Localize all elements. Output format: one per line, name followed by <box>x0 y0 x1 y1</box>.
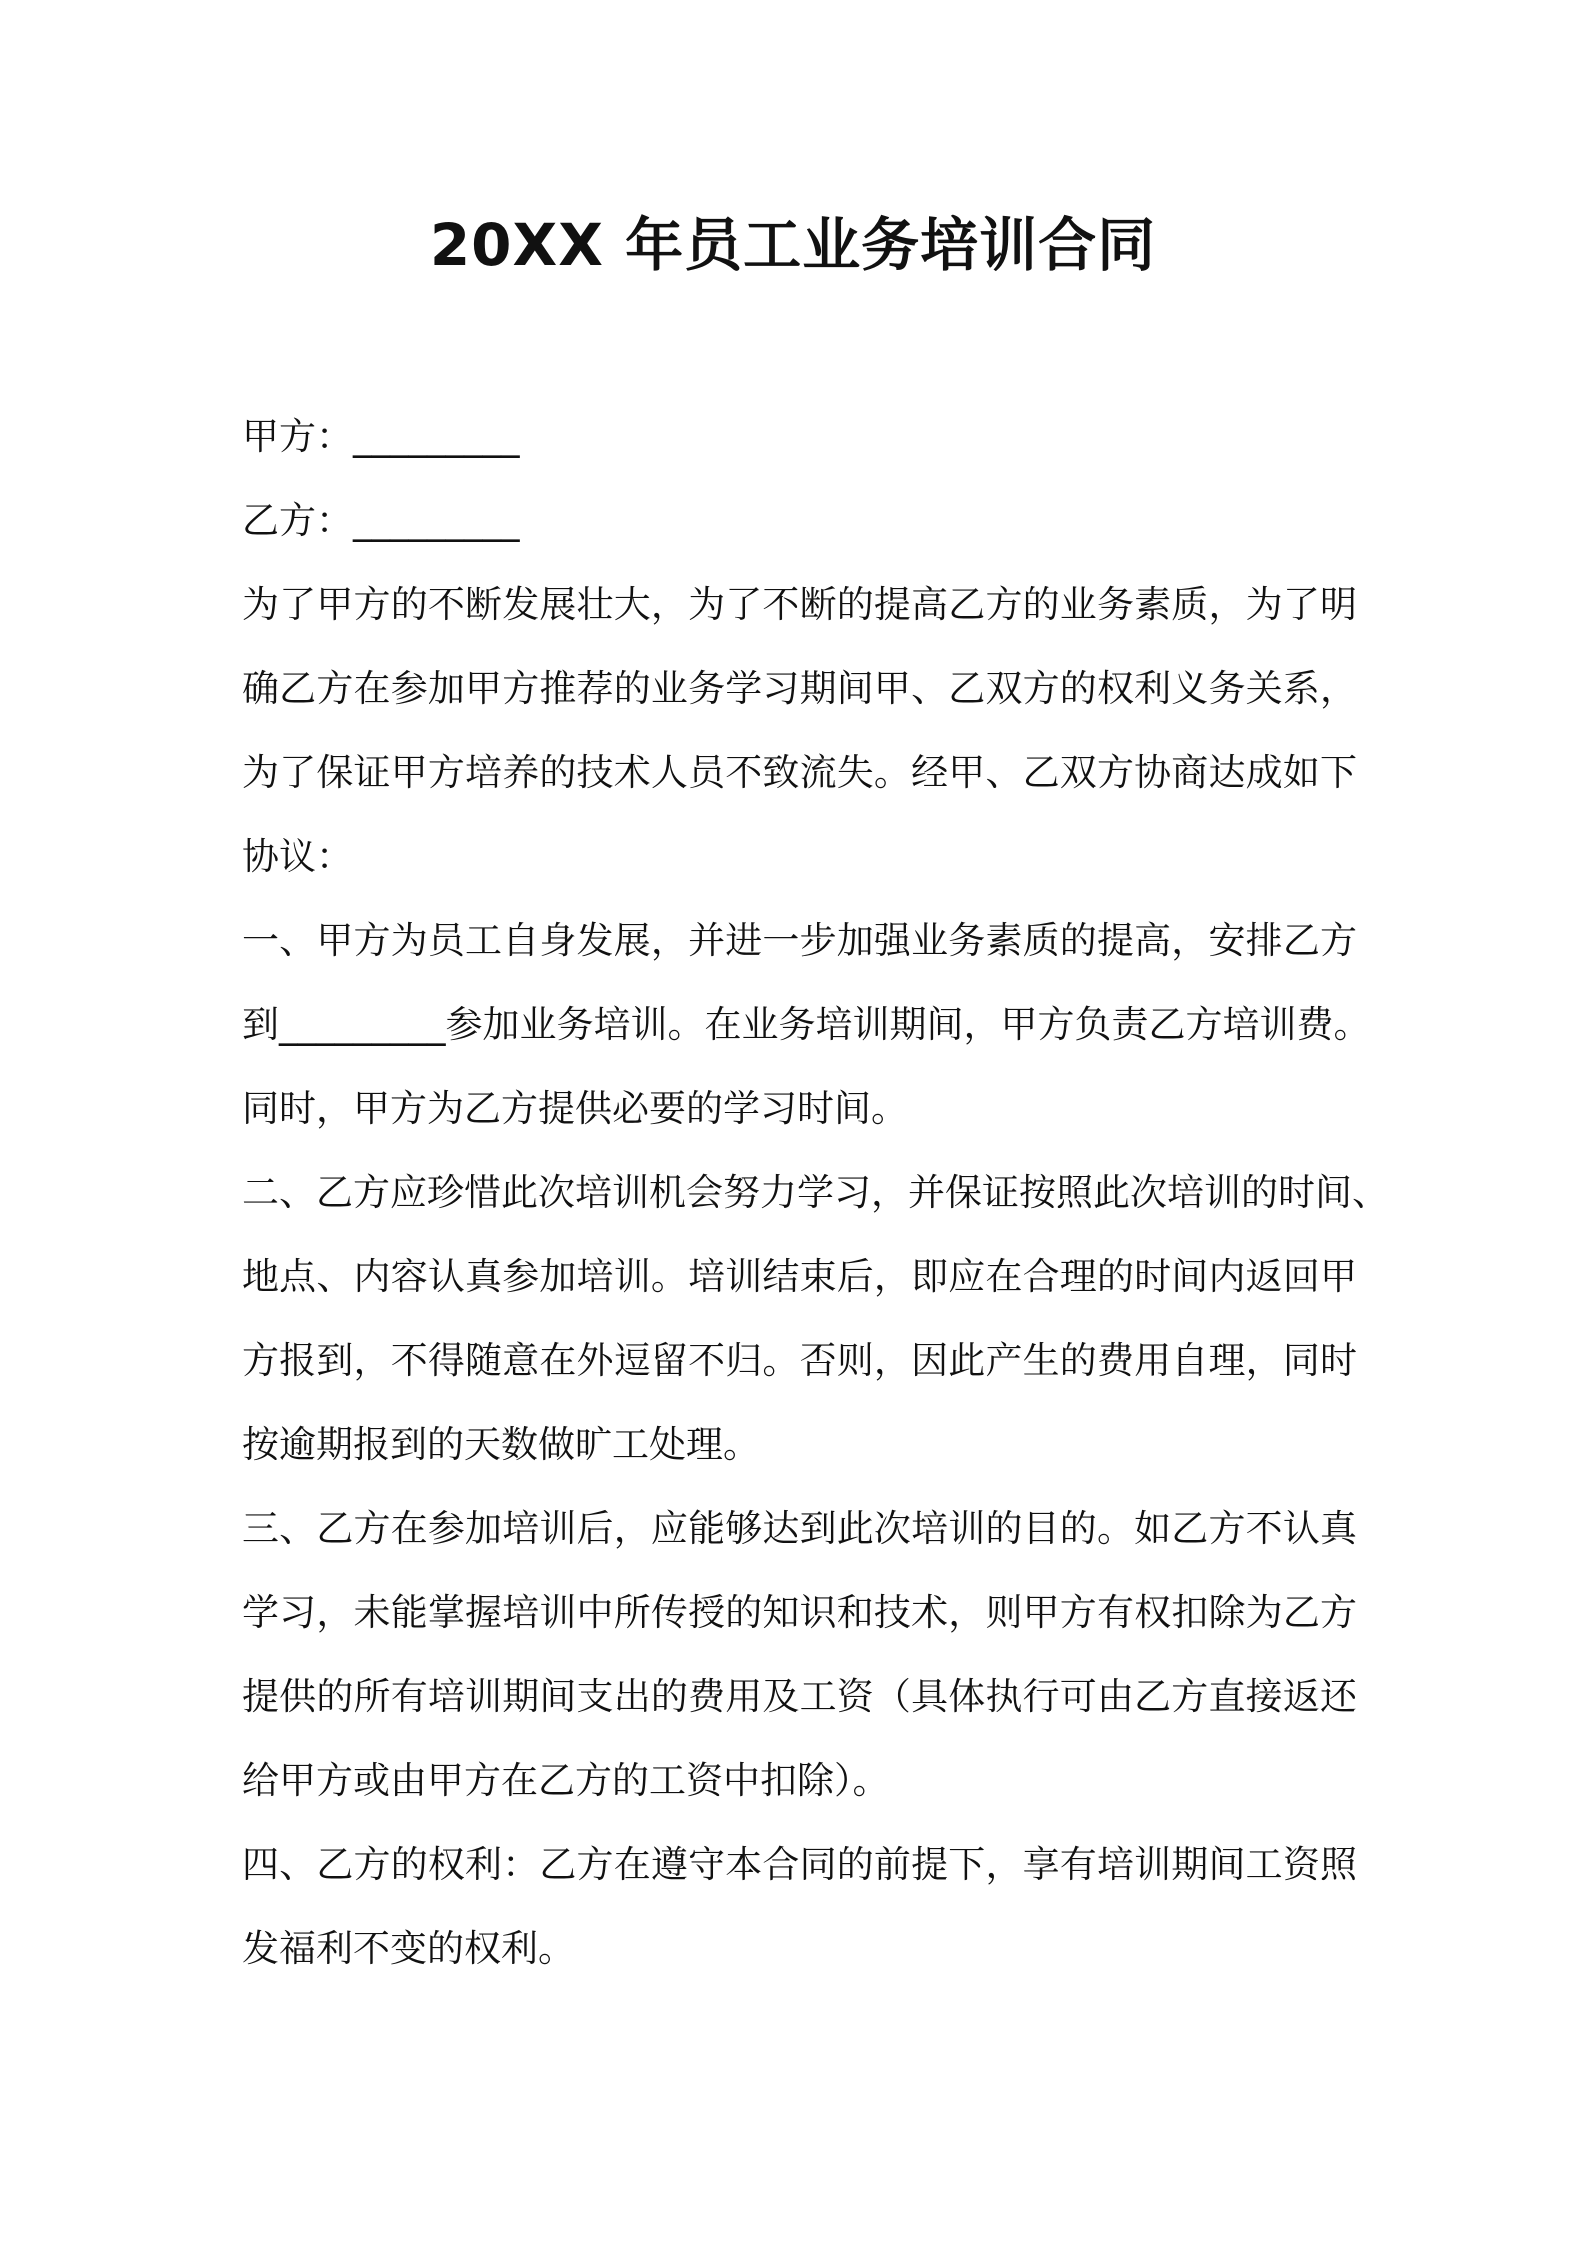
clause-3-line: 学习，未能掌握培训中所传授的知识和技术，则甲方有权扣除为乙方 <box>242 1591 1357 1634</box>
party-b-line: 乙方：_________ <box>242 499 520 542</box>
preamble-line: 协议： <box>242 835 353 878</box>
clause-3-line: 给甲方或由甲方在乙方的工资中扣除）。 <box>242 1759 890 1802</box>
preamble-line: 为了保证甲方培养的技术人员不致流失。经甲、乙双方协商达成如下 <box>242 751 1357 794</box>
clause-4-line: 四、乙方的权利：乙方在遵守本合同的前提下，享有培训期间工资照 <box>242 1843 1357 1886</box>
document-title: 20XX 年员工业务培训合同 <box>429 211 1157 279</box>
clause-3-line: 三、乙方在参加培训后，应能够达到此次培训的目的。如乙方不认真 <box>242 1507 1357 1550</box>
clause-2-line: 按逾期报到的天数做旷工处理。 <box>242 1423 760 1466</box>
preamble-line: 确乙方在参加甲方推荐的业务学习期间甲、乙双方的权利义务关系， <box>242 667 1357 710</box>
clause-4-line: 发福利不变的权利。 <box>242 1927 575 1970</box>
clause-2-line: 方报到，不得随意在外逗留不归。否则，因此产生的费用自理，同时 <box>242 1339 1357 1382</box>
party-a-line: 甲方：_________ <box>242 415 520 458</box>
clause-1-line: 到_________参加业务培训。在业务培训期间，甲方负责乙方培训费。 <box>242 1003 1371 1046</box>
clause-1-line: 同时，甲方为乙方提供必要的学习时间。 <box>242 1087 908 1130</box>
preamble-line: 为了甲方的不断发展壮大，为了不断的提高乙方的业务素质，为了明 <box>242 583 1357 626</box>
contract-body <box>242 395 1389 1991</box>
clause-3-line: 提供的所有培训期间支出的费用及工资（具体执行可由乙方直接返还 <box>242 1675 1357 1718</box>
clause-2-line: 二、乙方应珍惜此次培训机会努力学习，并保证按照此次培训的时间、 <box>242 1171 1389 1214</box>
clause-1-line: 一、甲方为员工自身发展，并进一步加强业务素质的提高，安排乙方 <box>242 919 1357 962</box>
clause-2-line: 地点、内容认真参加培训。培训结束后，即应在合理的时间内返回甲 <box>242 1255 1357 1298</box>
